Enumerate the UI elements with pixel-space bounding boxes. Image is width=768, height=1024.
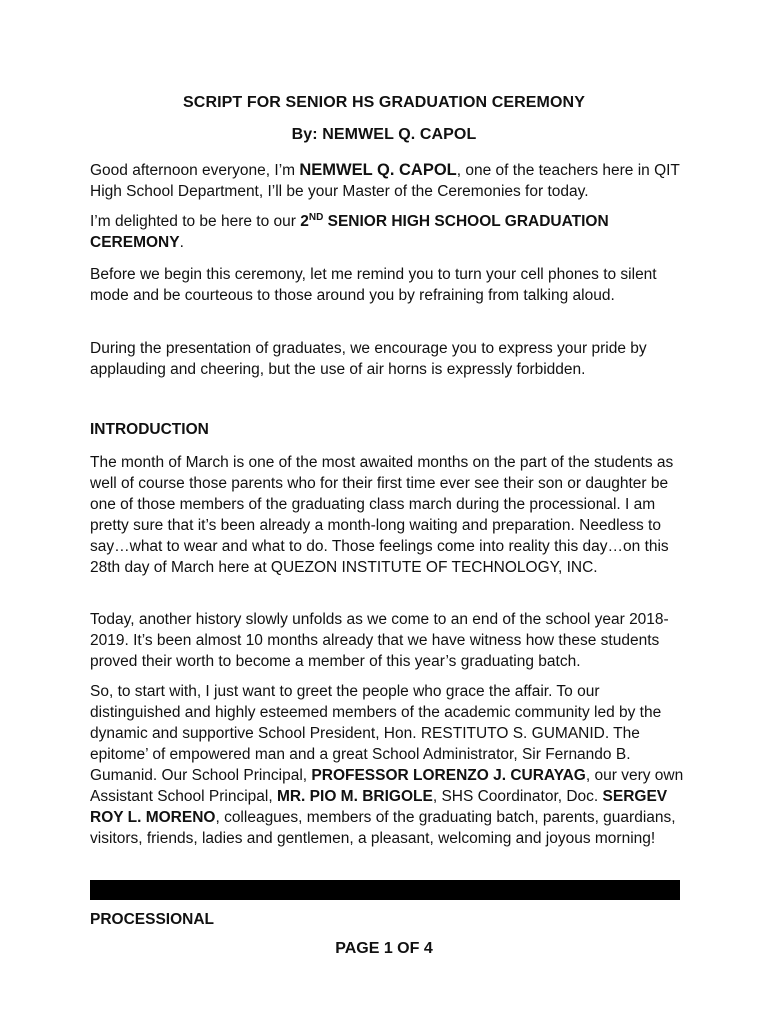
- processional-heading: PROCESSIONAL: [90, 911, 215, 928]
- introduction-heading: INTRODUCTION: [90, 421, 209, 438]
- introduction-paragraph-3: [90, 681, 690, 849]
- introduction-paragraph-2: Today, another history slowly unfolds as we come to an end of the school year 2018-2019. It’s been almost 10 months already that we have witness how these students proved their worth to become a member of this year’s graduating batch.: [90, 611, 669, 670]
- text-run: , SHS Coordinator, Doc.: [432, 788, 603, 805]
- opening-paragraph-4: During the presentation of graduates, we encourage you to express your pride by applauding and cheering, but the use of air horns is expressly forbidden.: [90, 340, 647, 378]
- mc-name: NEMWEL Q. CAPOL: [299, 161, 457, 179]
- ordinal-suffix: ND: [308, 212, 324, 223]
- introduction-paragraph-1: The month of March is one of the most awaited months on the part of the students as well of course those parents who for their first time ever see their son or daughter be one of those members of the graduating class march during the processional. I am pretty sure that it’s been already a month-long waiting and preparation. Needless to say…what to wear and what to do. Those feelings come into reality this day…on this 28th day of March here at QUEZON INSTITUTE OF TECHNOLOGY, INC.: [90, 454, 674, 576]
- text-run: .: [179, 234, 184, 251]
- opening-paragraph-3: Before we begin this ceremony, let me remind you to turn your cell phones to silent mode and be courteous to those around you by refraining from talking aloud.: [90, 266, 657, 304]
- document-byline: By: NEMWEL Q. CAPOL: [291, 126, 477, 143]
- ceremony-name: SENIOR HIGH SCHOOL GRADUATION CEREMONY: [90, 213, 609, 251]
- text-run: So, to start with, I just want to greet the people who grace the affair. To our distinguished and highly esteemed members of the academic community led by the dynamic and supportive School President, Hon. RESTITUTO S. GUMANID. The epitome’ of empowered man and a great School Administrator, Sir Fernando B. Gumanid. Our School Principal,: [90, 683, 662, 784]
- opening-paragraph-2: [90, 211, 690, 253]
- ordinal-number: 2: [300, 213, 309, 230]
- section-divider: [90, 880, 680, 900]
- principal-name: PROFESSOR LORENZO J. CURAYAG: [311, 767, 586, 784]
- text-run: , our very own Assistant School Principal,: [90, 767, 684, 805]
- text-run: I’m delighted to be here to our: [90, 213, 301, 230]
- page-number: PAGE 1 OF 4: [335, 940, 433, 957]
- text-run: , colleagues, members of the graduating batch, parents, guardians, visitors, friends, ladies and gentlemen, a pleasant, welcoming and joyous morning!: [90, 809, 676, 847]
- coordinator-name: SERGEV ROY L. MORENO: [90, 788, 668, 826]
- opening-paragraph-1: [90, 160, 690, 202]
- text-run: Good afternoon everyone, I’m: [90, 162, 300, 179]
- document-title: SCRIPT FOR SENIOR HS GRADUATION CEREMONY: [183, 94, 585, 111]
- assistant-principal-name: MR. PIO M. BRIGOLE: [276, 788, 433, 805]
- text-run: , one of the teachers here in QIT High School Department, I’ll be your Master of the Ceremonies for today.: [90, 162, 680, 200]
